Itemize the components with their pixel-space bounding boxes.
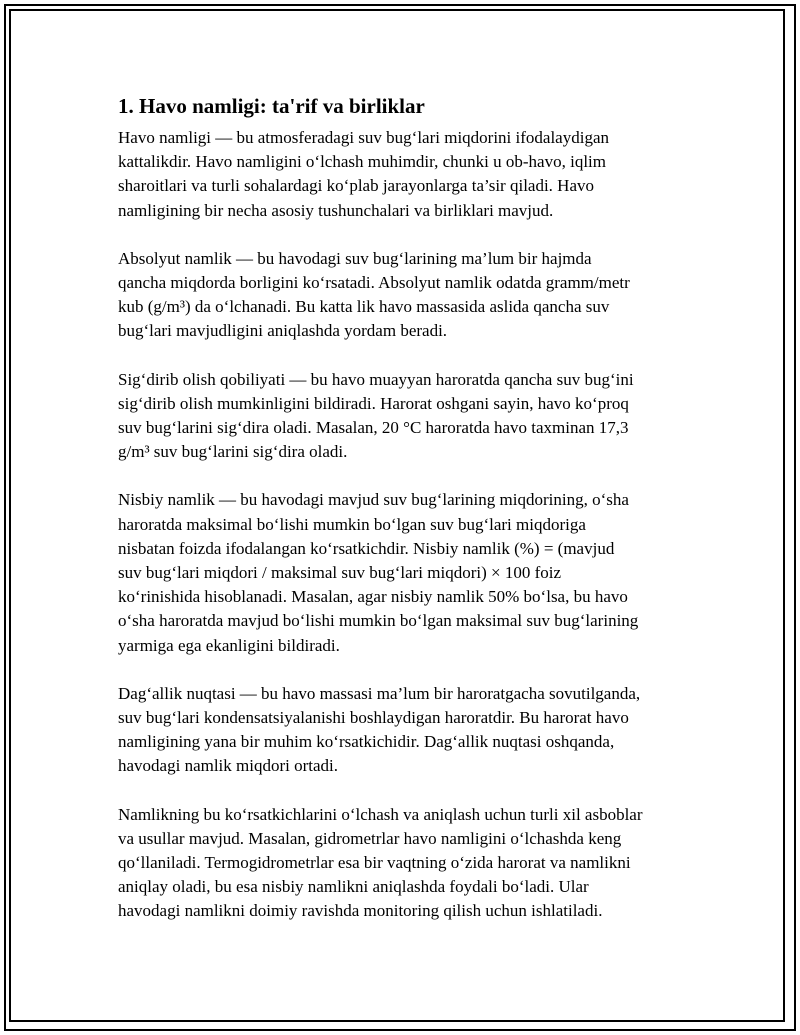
paragraph-absolute-humidity xyxy=(118,247,698,344)
paragraph-line: kattalikdir. Havo namligini o‘lchash muhimdir, chunki u ob-havo, iqlim xyxy=(118,152,606,172)
paragraph-line: suv bug‘lari miqdori / maksimal suv bug‘lari miqdori) × 100 foiz xyxy=(118,563,562,583)
paragraph-instruments xyxy=(118,803,698,924)
paragraph-line: Sig‘dirib olish qobiliyati — bu havo muayyan haroratda qancha suv bug‘ini xyxy=(118,369,634,389)
paragraph-definition xyxy=(118,126,698,223)
paragraph-line: havodagi namlik miqdori ortadi. xyxy=(118,756,339,776)
paragraph-line: Havo namligi — bu atmosferadagi suv bug‘lari miqdorini ifodalaydigan xyxy=(118,128,609,147)
paragraph-line: qancha miqdorda borligini ko‘rsatadi. Absolyut namlik odatda gramm/metr xyxy=(118,273,630,293)
paragraph-line: Namlikning bu ko‘rsatkichlarini o‘lchash va aniqlash uchun turli xil asboblar xyxy=(118,804,643,824)
paragraph-line: havodagi namlikni doimiy ravishda monitoring qilish uchun ishlatiladi. xyxy=(118,901,603,921)
paragraph-line: aniqlay oladi, bu esa nisbiy namlikni aniqlashda foydali bo‘ladi. Ular xyxy=(118,877,589,897)
paragraph-line: suv bug‘lari kondensatsiyalanishi boshlaydigan haroratdir. Bu harorat havo xyxy=(118,708,629,728)
paragraph-line: kub (g/m³) da o‘lchanadi. Bu katta lik havo massasida aslida qancha suv xyxy=(118,297,610,317)
paragraph-relative-humidity xyxy=(118,488,698,657)
paragraph-line: suv bug‘larini sig‘dira oladi. Masalan, 20 °C haroratda havo taxminan 17,3 xyxy=(118,418,629,438)
paragraph-line: namligining yana bir muhim ko‘rsatkichidir. Dag‘allik nuqtasi oshqanda, xyxy=(118,732,615,752)
paragraph-line: sharoitlari va turli sohalardagi ko‘plab jarayonlarga ta’sir qiladi. Havo xyxy=(118,176,595,196)
document-body xyxy=(118,92,698,948)
paragraph-line: o‘sha haroratda mavjud bo‘lishi mumkin bo‘lgan maksimal suv bug‘larining xyxy=(118,611,639,631)
paragraph-line: bug‘lari mavjudligini aniqlashda yordam beradi. xyxy=(118,321,448,341)
paragraph-line: yarmiga ega ekanligini bildiradi. xyxy=(118,635,340,655)
paragraph-line: qo‘llaniladi. Termogidrometrlar esa bir vaqtning o‘zida harorat va namlikni xyxy=(118,853,631,873)
paragraph-line: namligining bir necha asosiy tushunchalari va birliklari mavjud. xyxy=(118,200,554,220)
paragraph-line: Dag‘allik nuqtasi — bu havo massasi ma’lum bir haroratgacha sovutilganda, xyxy=(118,683,641,703)
paragraph-capacity xyxy=(118,368,698,465)
section-title: 1. Havo namligi: ta'rif va birliklar xyxy=(118,94,425,118)
paragraph-dew-point xyxy=(118,682,698,779)
paragraph-line: ko‘rinishida hisoblanadi. Masalan, agar nisbiy namlik 50% bo‘lsa, bu havo xyxy=(118,587,628,607)
paragraph-line: va usullar mavjud. Masalan, gidrometrlar havo namligini o‘lchashda keng xyxy=(118,828,622,848)
paragraph-line: Nisbiy namlik — bu havodagi mavjud suv bug‘larining miqdorining, o‘sha xyxy=(118,490,629,510)
paragraph-line: Absolyut namlik — bu havodagi suv bug‘larining ma’lum bir hajmda xyxy=(118,248,592,268)
paragraph-line: sig‘dirib olish mumkinligini bildiradi. Harorat oshgani sayin, havo ko‘proq xyxy=(118,393,629,413)
paragraph-line: g/m³ suv bug‘larini sig‘dira oladi. xyxy=(118,442,348,462)
paragraph-line: haroratda maksimal bo‘lishi mumkin bo‘lgan suv bug‘lari miqdoriga xyxy=(118,514,586,534)
paragraph-line: nisbatan foizda ifodalangan ko‘rsatkichdir. Nisbiy namlik (%) = (mavjud xyxy=(118,538,615,558)
